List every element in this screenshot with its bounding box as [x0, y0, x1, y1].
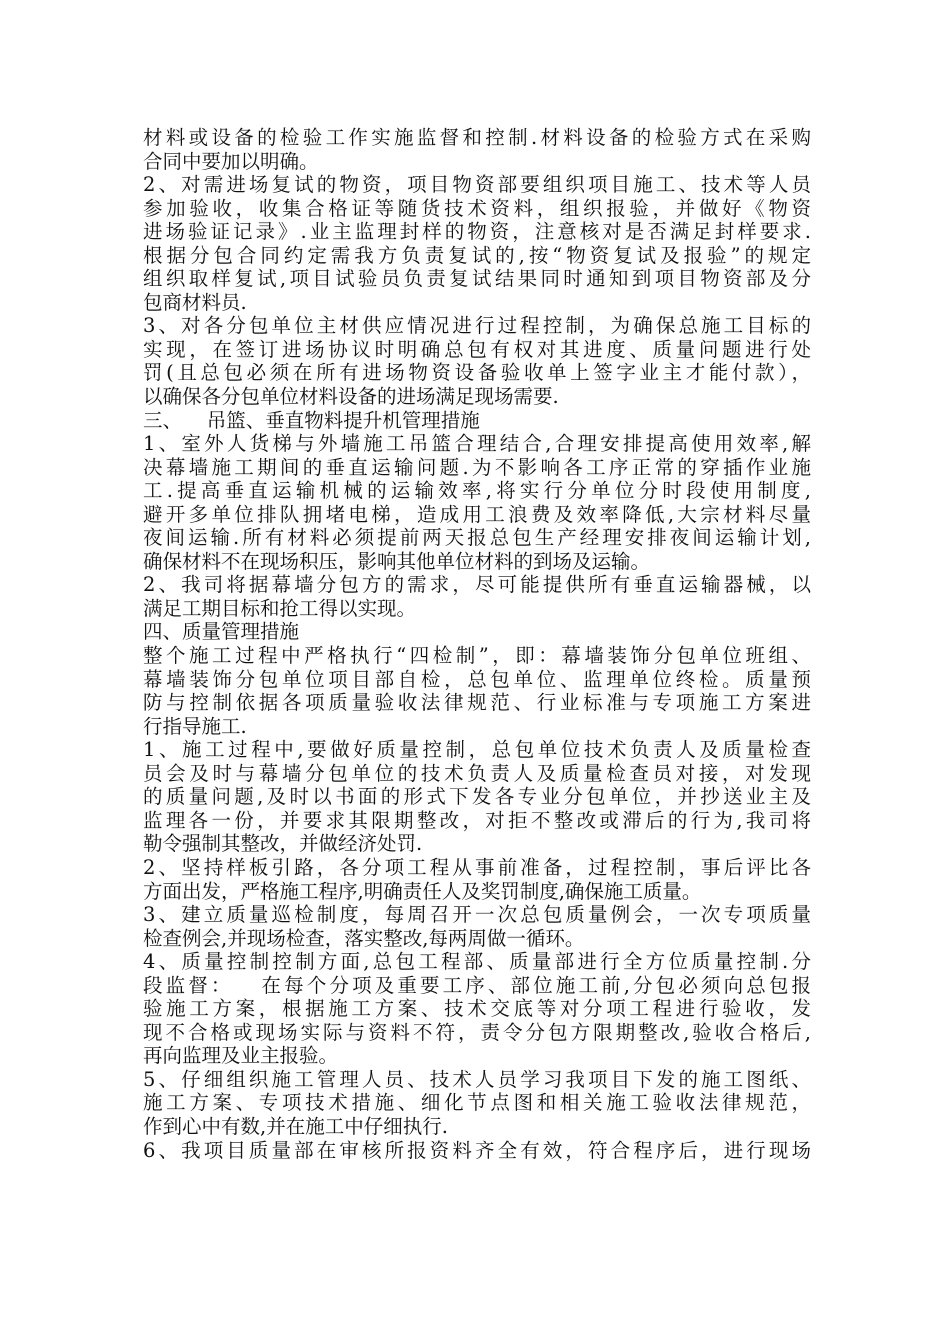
text-line: 6、我项目质量部在审核所报资料齐全有效，符合程序后，进行现场: [143, 1138, 811, 1162]
text-line: 工.提高垂直运输机械的运输效率,将实行分单位分时段使用制度,: [143, 479, 811, 503]
text-line: 1、施工过程中,要做好质量控制，总包单位技术负责人及质量检查: [143, 738, 811, 762]
text-line: 以确保各分包单位材料设备的进场满足现场需要.: [143, 385, 559, 409]
text-line: 满足工期目标和抢工得以实现。: [143, 596, 417, 620]
text-line: 组织取样复试,项目试验员负责复试结果同时通知到项目物资部及分: [143, 267, 811, 291]
document-body: [143, 126, 811, 1162]
text-line: 包商材料员.: [143, 290, 247, 314]
text-line: 根据分包合同约定需我方负责复试的,按“物资复试及报验”的规定: [143, 243, 811, 267]
text-line: 的质量问题,及时以书面的形式下发各专业分包单位，并抄送业主及: [143, 785, 811, 809]
text-line: 3、对各分包单位主材供应情况进行过程控制，为确保总施工目标的: [143, 314, 811, 338]
text-line: 整个施工过程中严格执行“四检制”，即：幕墙装饰分包单位班组、: [143, 644, 811, 668]
text-line: 段监督： 在每个分项及重要工序、部位施工前,分包必须向总包报: [143, 973, 811, 997]
section-heading: 四、质量管理措施: [143, 620, 300, 644]
text-line: 1、室外人货梯与外墙施工吊篮合理结合,合理安排提高使用效率,解: [143, 432, 811, 456]
text-line: 员会及时与幕墙分包单位的技术负责人及质量检查员对接，对发现: [143, 761, 811, 785]
text-line: 2、对需进场复试的物资，项目物资部要组织项目施工、技术等人员: [143, 173, 811, 197]
text-line: 作到心中有数,并在施工中仔细执行.: [143, 1114, 448, 1138]
text-line: 5、仔细组织施工管理人员、技术人员学习我项目下发的施工图纸、: [143, 1067, 811, 1091]
text-line: 行指导施工.: [143, 714, 247, 738]
text-line: 实现，在签订进场协议时明确总包有权对其进度、质量问题进行处: [143, 337, 811, 361]
text-line: 材料或设备的检验工作实施监督和控制.材料设备的检验方式在采购: [143, 126, 811, 149]
text-line: 罚(且总包必须在所有进场物资设备验收单上签字业主才能付款），: [143, 361, 811, 385]
text-line: 方面出发，严格施工程序,明确责任人及奖罚制度,确保施工质量。: [143, 879, 702, 903]
section-heading: 三、 吊篮、垂直物料提升机管理措施: [143, 408, 480, 432]
text-line: 再向监理及业主报验。: [143, 1044, 339, 1068]
text-line: 防与控制依据各项质量验收法律规范、行业标准与专项施工方案进: [143, 691, 811, 715]
text-line: 参加验收，收集合格证等随货技术资料，组织报验，并做好《物资: [143, 196, 811, 220]
text-line: 幕墙装饰分包单位项目部自检，总包单位、监理单位终检。质量预: [143, 667, 811, 691]
text-line: 现不合格或现场实际与资料不符，责令分包方限期整改,验收合格后,: [143, 1020, 811, 1044]
text-line: 夜间运输.所有材料必须提前两天报总包生产经理安排夜间运输计划,: [143, 526, 811, 550]
text-line: 决幕墙施工期间的垂直运输问题.为不影响各工序正常的穿插作业施: [143, 455, 811, 479]
text-line: 确保材料不在现场积压，影响其他单位材料的到场及运输。: [143, 549, 651, 573]
text-line: 3、建立质量巡检制度，每周召开一次总包质量例会，一次专项质量: [143, 903, 811, 927]
text-line: 4、质量控制控制方面,总包工程部、质量部进行全方位质量控制.分: [143, 950, 811, 974]
text-line: 检查例会,并现场检查，落实整改,每两周做一循环。: [143, 926, 585, 950]
text-line: 避开多单位排队拥堵电梯，造成用工浪费及效率降低,大宗材料尽量: [143, 502, 811, 526]
text-line: 合同中要加以明确。: [143, 149, 319, 173]
text-line: 验施工方案，根据施工方案、技术交底等对分项工程进行验收，发: [143, 997, 811, 1021]
text-line: 2、我司将据幕墙分包方的需求，尽可能提供所有垂直运输器械，以: [143, 573, 811, 597]
text-line: 进场验证记录》.业主监理封样的物资，注意核对是否满足封样要求.: [143, 220, 811, 244]
text-line: 勒令强制其整改，并做经济处罚.: [143, 832, 423, 856]
text-line: 监理各一份，并要求其限期整改，对拒不整改或滞后的行为,我司将: [143, 808, 811, 832]
text-line: 2、坚持样板引路，各分项工程从事前准备，过程控制，事后评比各: [143, 855, 811, 879]
text-line: 施工方案、专项技术措施、细化节点图和相关施工验收法律规范，: [143, 1091, 811, 1115]
